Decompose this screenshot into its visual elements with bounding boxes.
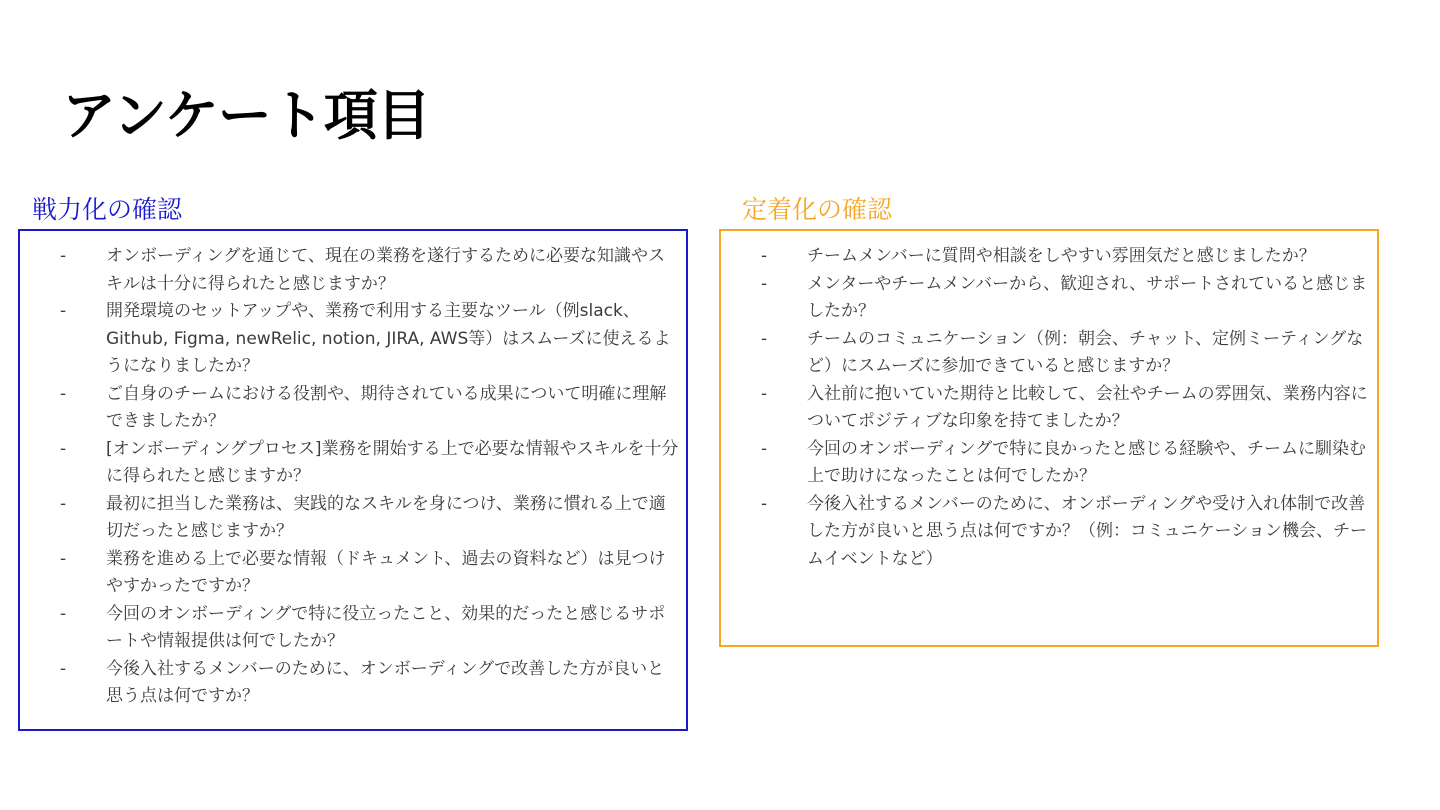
- question-item: [60, 298, 680, 381]
- bullet-dash: -: [60, 658, 67, 679]
- retention-questions-panel: [719, 229, 1379, 647]
- question-text: 開発環境のセットアップや、業務で利用する主要なツール（例slack、Github, Figma, newRelic, notion, JIRA, AWS等）はスムーズに使えるようになりましたか？: [106, 301, 671, 376]
- slide-title: アンケート項目: [62, 84, 430, 147]
- bullet-dash: -: [60, 603, 67, 624]
- bullet-dash: -: [60, 493, 67, 514]
- question-text: チームメンバーに質問や相談をしやすい雰囲気だと感じましたか？: [807, 246, 1316, 266]
- question-text: 今後入社するメンバーのために、オンボーディングで改善した方が良いと思う点は何ですか？: [106, 658, 665, 706]
- bullet-dash: -: [60, 246, 67, 266]
- question-item: [761, 381, 1373, 436]
- question-text: オンボーディングを通じて、現在の業務を遂行するために必要な知識やスキルは十分に得られたと感じますか？: [106, 246, 665, 294]
- question-text: 業務を進める上で必要な情報（ドキュメント、過去の資料など）は見つけやすかったですか？: [106, 548, 666, 596]
- bullet-dash: -: [761, 328, 768, 349]
- question-item: [60, 546, 680, 601]
- bullet-dash: -: [761, 493, 768, 514]
- question-item: [761, 491, 1373, 574]
- question-text: [オンボーディングプロセス]業務を開始する上で必要な情報やスキルを十分に得られたと感じますか？: [106, 438, 679, 486]
- question-item: [761, 436, 1373, 491]
- bullet-dash: -: [761, 273, 768, 294]
- question-item: [60, 601, 680, 656]
- section-heading-retention: 定着化の確認: [742, 195, 893, 224]
- question-text: チームのコミュニケーション（例：朝会、チャット、定例ミーティングなど）にスムーズに参加できていると感じますか？: [807, 328, 1364, 376]
- question-item: [60, 491, 680, 546]
- question-item: [60, 381, 680, 436]
- bullet-dash: -: [761, 383, 768, 404]
- question-text: ご自身のチームにおける役割や、期待されている成果について明確に理解できましたか？: [106, 383, 667, 431]
- question-item: [60, 243, 680, 298]
- retention-question-list: [761, 243, 1373, 573]
- question-text: 今後入社するメンバーのために、オンボーディングや受け入れ体制で改善した方が良いと思う点は何ですか？（例：コミュニケーション機会、チームイベントなど）: [807, 493, 1367, 569]
- question-text: 入社前に抱いていた期待と比較して、会社やチームの雰囲気、業務内容についてポジティブな印象を持てましたか？: [807, 383, 1368, 431]
- question-item: [60, 656, 680, 711]
- question-item: [60, 436, 680, 491]
- capability-questions-panel: [18, 229, 688, 731]
- capability-question-list: [60, 243, 680, 711]
- bullet-dash: -: [60, 383, 67, 404]
- section-heading-capability: 戦力化の確認: [32, 195, 183, 224]
- bullet-dash: -: [761, 246, 768, 266]
- question-item: [761, 243, 1373, 271]
- question-item: [761, 326, 1373, 381]
- bullet-dash: -: [761, 438, 768, 459]
- question-item: [761, 271, 1373, 326]
- question-text: 今回のオンボーディングで特に良かったと感じる経験や、チームに馴染む上で助けになったことは何でしたか？: [807, 438, 1366, 486]
- bullet-dash: -: [60, 548, 67, 569]
- bullet-dash: -: [60, 438, 67, 459]
- question-text: 最初に担当した業務は、実践的なスキルを身につけ、業務に慣れる上で適切だったと感じますか？: [106, 493, 666, 541]
- question-text: 今回のオンボーディングで特に役立ったこと、効果的だったと感じるサポートや情報提供は何でしたか？: [106, 603, 666, 651]
- bullet-dash: -: [60, 301, 67, 321]
- question-text: メンターやチームメンバーから、歓迎され、サポートされていると感じましたか？: [807, 273, 1368, 321]
